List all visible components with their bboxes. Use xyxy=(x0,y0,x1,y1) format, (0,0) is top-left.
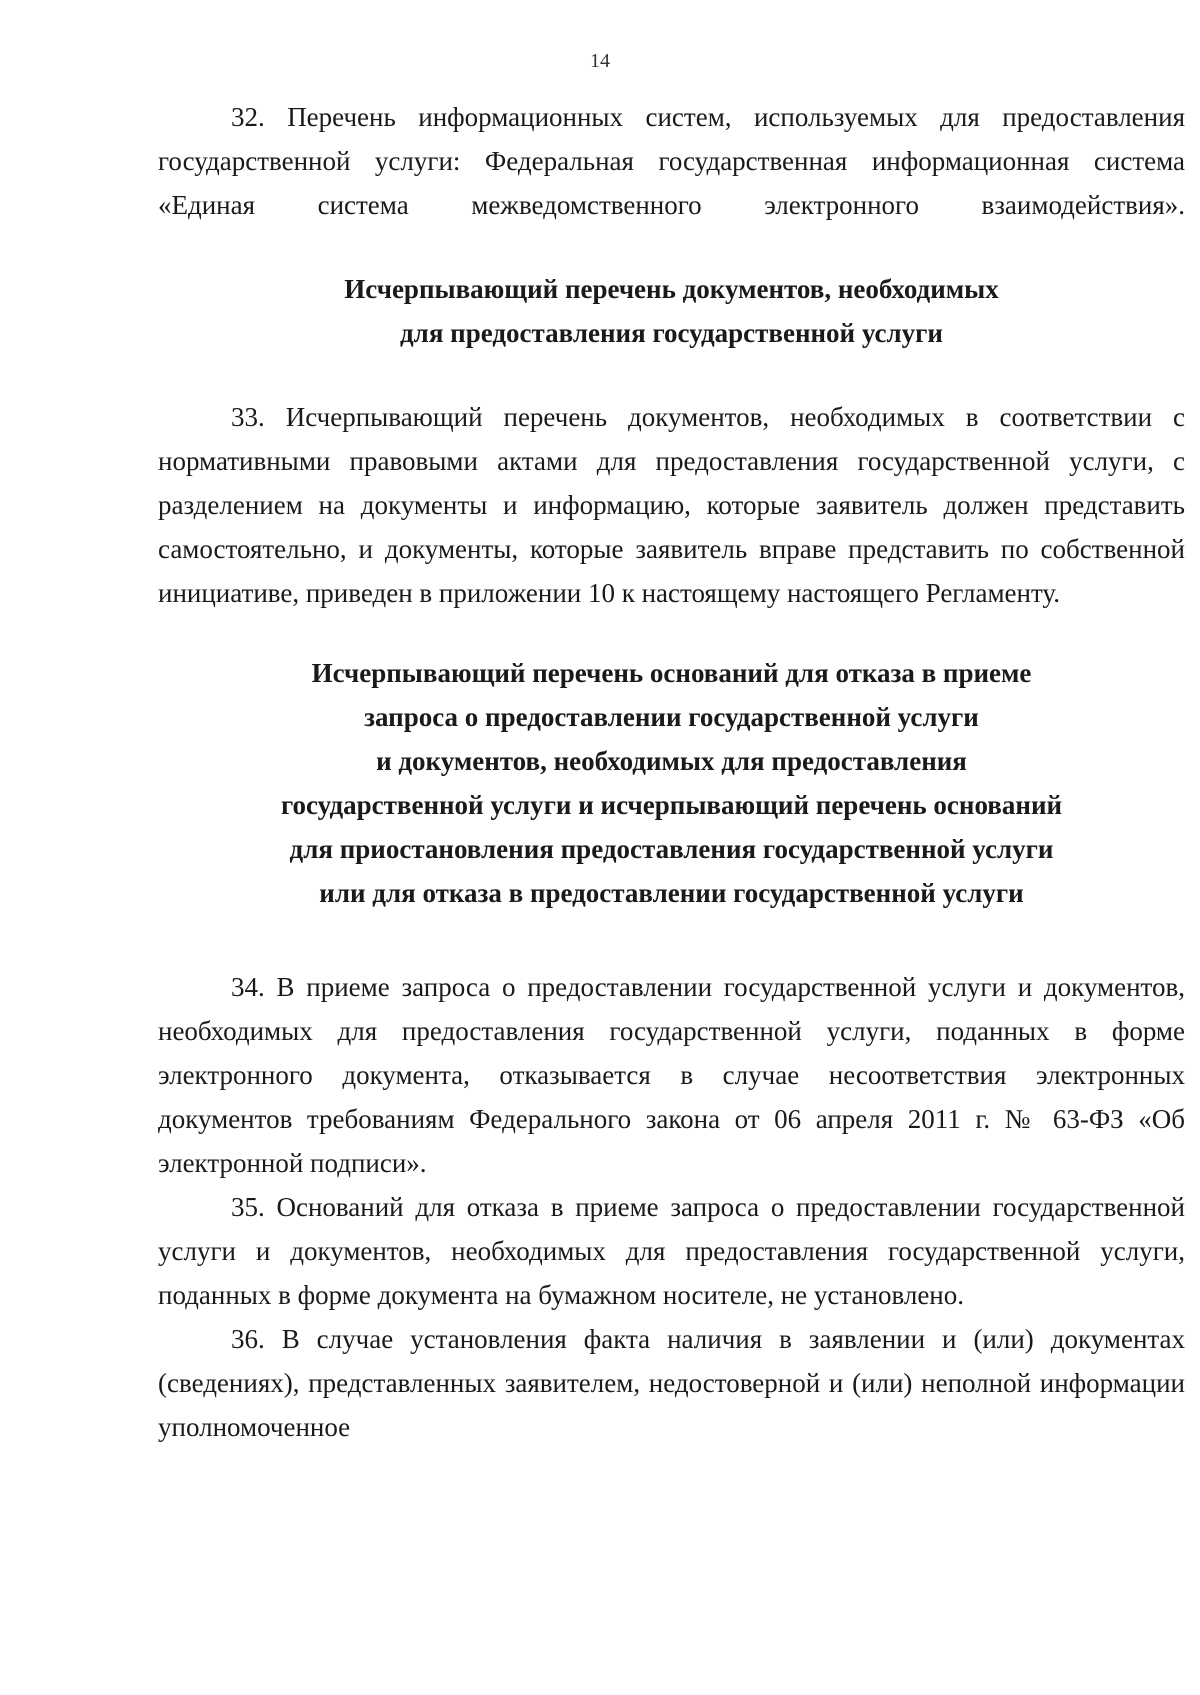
paragraph-35: 35. Оснований для отказа в приеме запроса о предоставлении государственной услуги и документов, необходимых для предоставления государственной услуги, поданных в форме документа на бумажном носителе, не установлено. xyxy=(158,1192,1185,1310)
document-body xyxy=(158,95,1185,1449)
heading-line: Исчерпывающий перечень оснований для отказа в приеме xyxy=(311,658,1032,688)
paragraph-36: 36. В случае установления факта наличия в заявлении и (или) документах (сведениях), представленных заявителем, недостоверной и (или) неполной информации уполномоченное xyxy=(158,1324,1185,1442)
paragraph-32: 32. Перечень информационных систем, используемых для предоставления государственной услуги: Федеральная государственная информационная система «Единая система межведомственного электронного взаимодействия». xyxy=(158,102,1185,220)
heading-line: государственной услуги и исчерпывающий перечень оснований xyxy=(280,790,1063,820)
paragraph-33: 33. Исчерпывающий перечень документов, необходимых в соответствии с нормативными правовыми актами для предоставления государственной услуги, с разделением на документы и информацию, которые заявитель должен представить самостоятельно, и документы, которые заявитель вправе представить по собственной инициативе, приведен в приложении 10 к настоящему настоящего Регламенту. xyxy=(158,402,1185,608)
heading-line: запроса о предоставлении государственной услуги xyxy=(364,702,979,732)
heading-line: или для отказа в предоставлении государственной услуги xyxy=(319,878,1024,908)
page-number: 14 xyxy=(590,50,610,72)
heading-line: и документов, необходимых для предоставления xyxy=(376,746,967,776)
heading-refusal-grounds xyxy=(158,651,1185,915)
heading-line: для предоставления государственной услуги xyxy=(400,318,943,348)
paragraph-34: 34. В приеме запроса о предоставлении государственной услуги и документов, необходимых для предоставления государственной услуги, поданных в форме электронного документа, отказывается в случае несоответствия электронных документов требованиям Федерального закона от 06 апреля 2011 г. № 63-ФЗ «Об электронной подписи». xyxy=(158,972,1185,1178)
heading-line: для приостановления предоставления государственной услуги xyxy=(289,834,1054,864)
heading-line: Исчерпывающий перечень документов, необходимых xyxy=(344,274,999,304)
heading-documents-list xyxy=(158,267,1185,355)
